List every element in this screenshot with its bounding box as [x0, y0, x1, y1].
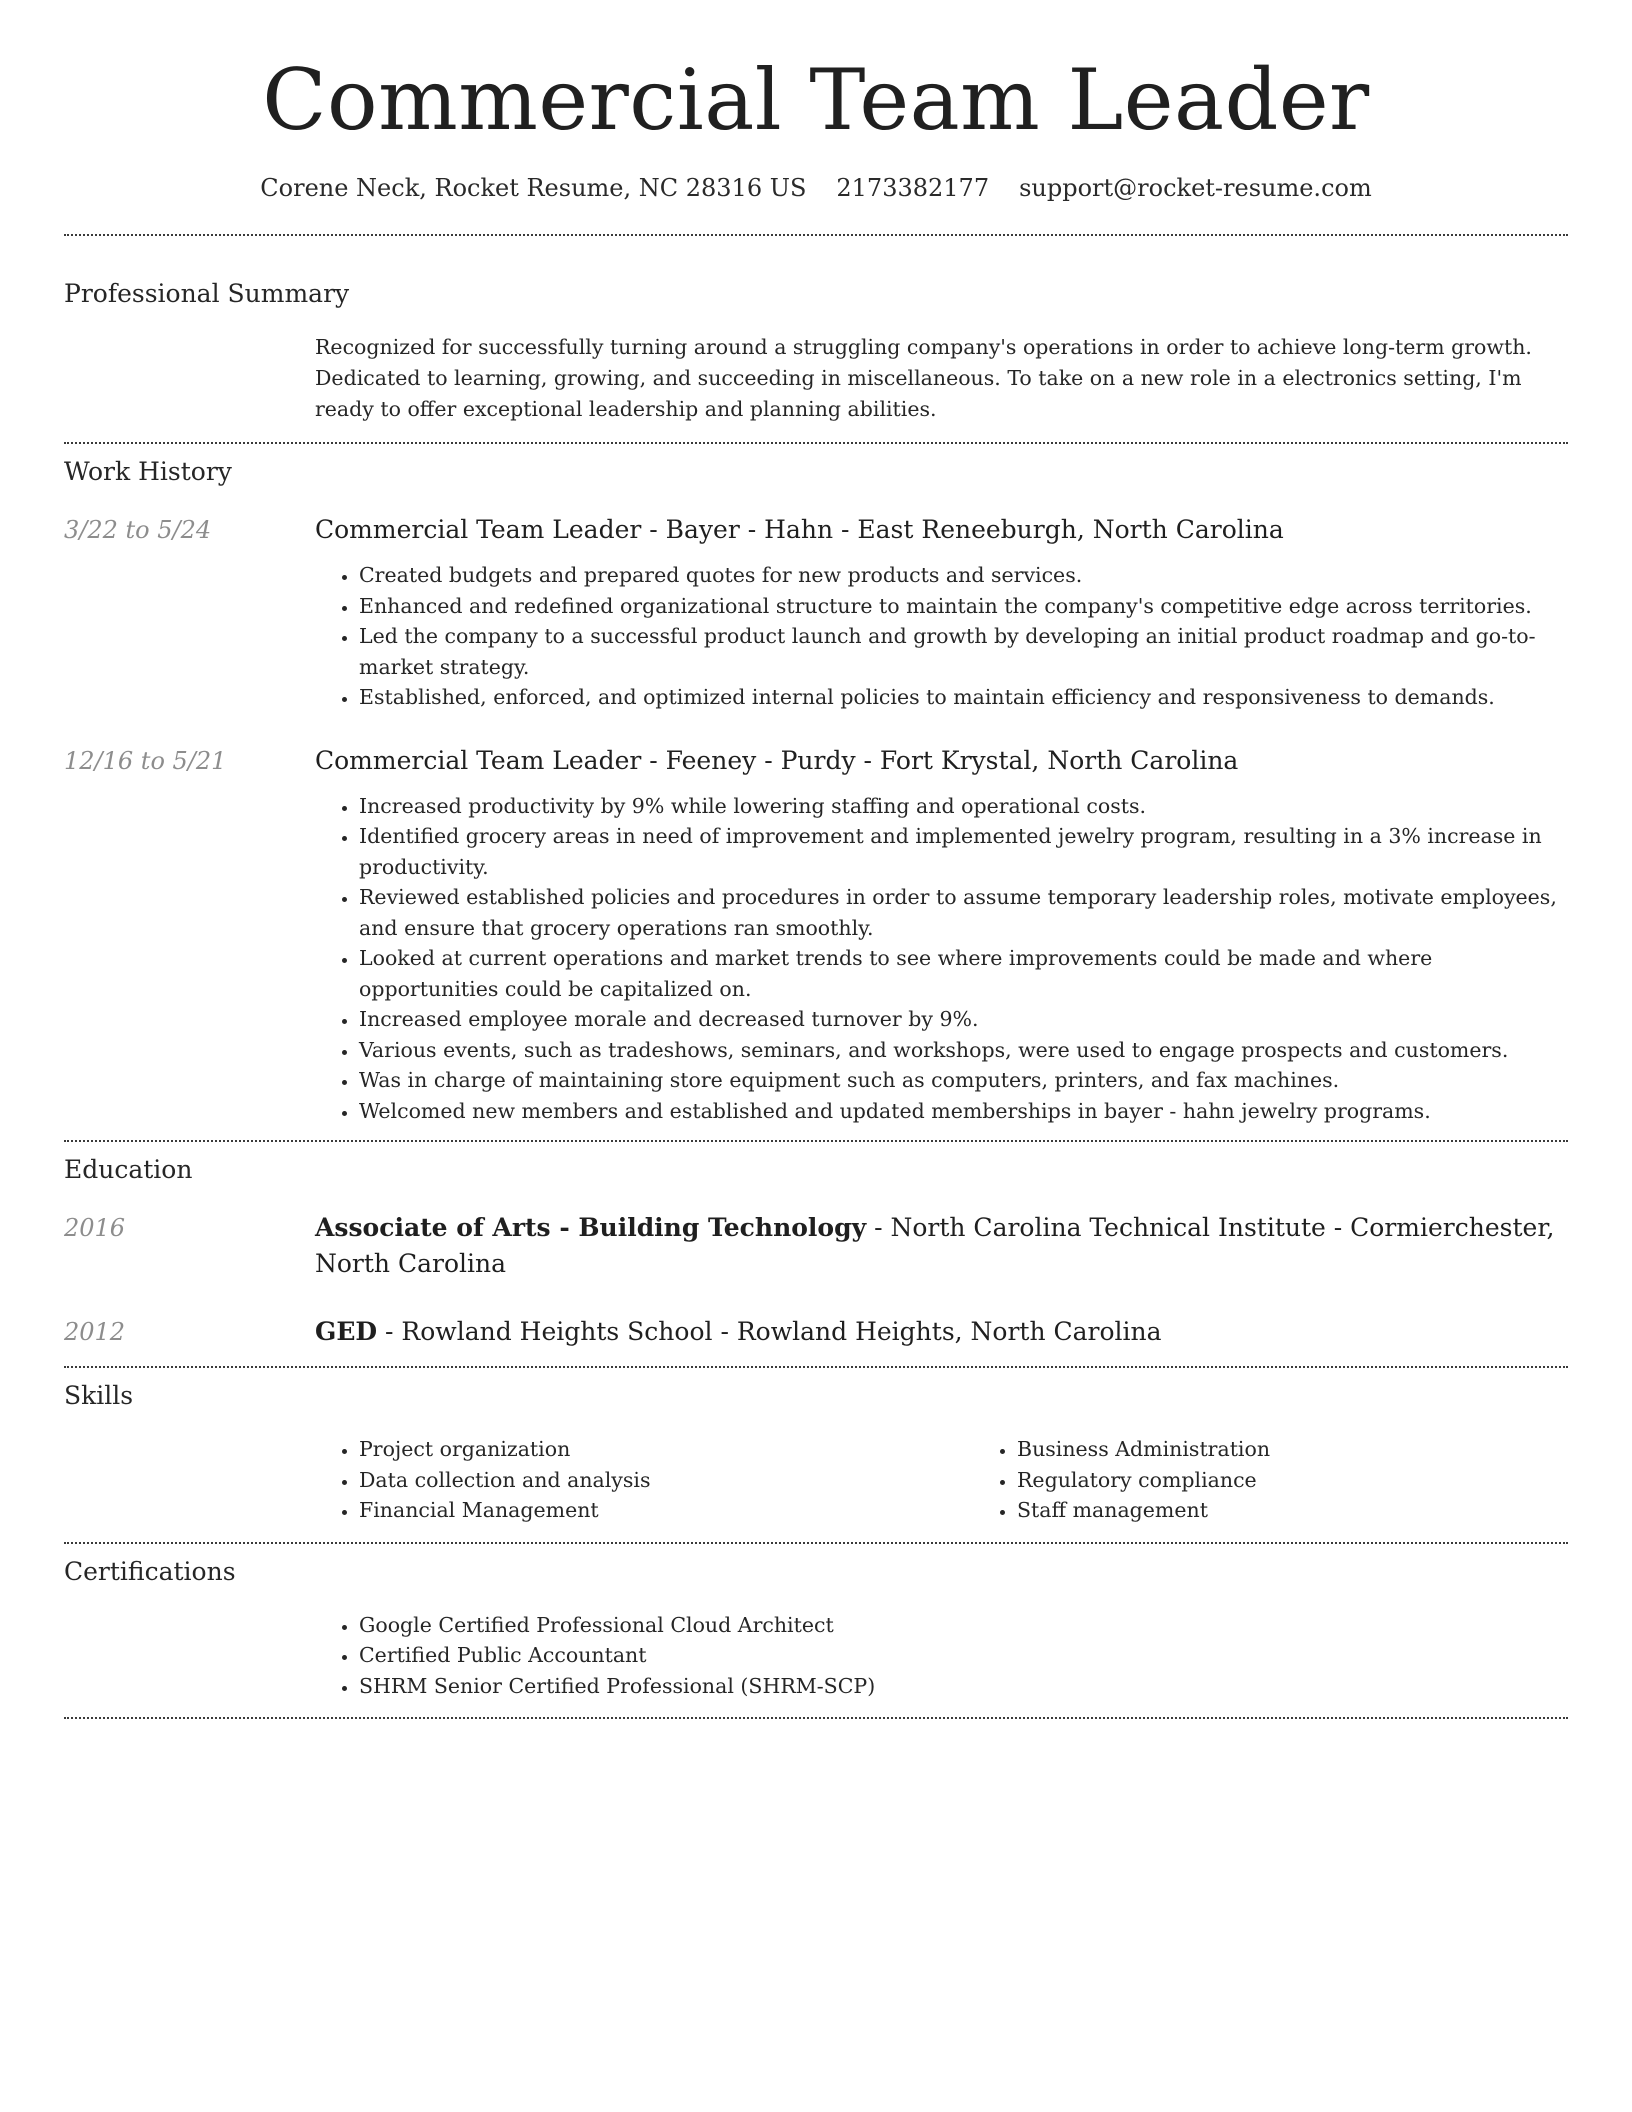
contact-phone: 2173382177 — [836, 174, 990, 202]
certifications-list — [359, 1610, 1568, 1702]
summary-section — [64, 278, 1568, 425]
job-bullet: • Identified grocery areas in need of improvement and implemented jewelry program, resulting in a 3% increase in productivity. — [359, 821, 1568, 882]
skill-item: • Business Administration — [1017, 1434, 1617, 1465]
job-bullet: • Created budgets and prepared quotes for new products and services. — [359, 560, 1568, 591]
summary-heading: Professional Summary — [64, 279, 350, 308]
divider — [64, 1542, 1568, 1544]
job-dates: 3/22 to 5/24 — [64, 516, 212, 544]
skills-section — [64, 1380, 1568, 1526]
certification-item: • Certified Public Accountant — [359, 1640, 1568, 1671]
divider — [64, 442, 1568, 444]
certification-item: • SHRM Senior Certified Professional (SHRM-SCP) — [359, 1671, 1568, 1702]
skill-item: • Data collection and analysis — [359, 1465, 973, 1496]
skills-columns — [315, 1434, 1617, 1526]
divider — [64, 234, 1568, 236]
education-school: - North Carolina Technical Institute - Cormierchester, North Carolina — [315, 1213, 1555, 1278]
job-bullet: • Enhanced and redefined organizational structure to maintain the company's competitive edge across territories. — [359, 591, 1568, 622]
work-history-heading: Work History — [64, 457, 232, 486]
skill-item: • Financial Management — [359, 1495, 973, 1526]
education-year: 2016 — [64, 1214, 126, 1242]
skills-heading: Skills — [64, 1381, 134, 1410]
divider — [64, 1717, 1568, 1719]
job-entry — [64, 743, 1568, 1127]
job-heading: Commercial Team Leader - Bayer - Hahn - East Reneeburgh, North Carolina — [315, 515, 1284, 544]
job-dates: 12/16 to 5/21 — [64, 746, 227, 775]
education-detail — [315, 1210, 1568, 1282]
education-detail — [315, 1314, 1568, 1350]
education-entry — [64, 1210, 1568, 1282]
divider — [64, 1140, 1568, 1142]
job-bullet: • Led the company to a successful product launch and growth by developing an initial product roadmap and go-to-market strategy. — [359, 621, 1568, 682]
education-school: - Rowland Heights School - Rowland Heights, North Carolina — [377, 1317, 1162, 1346]
education-degree: GED — [315, 1317, 378, 1346]
resume-page — [64, 0, 1568, 1719]
contact-email[interactable]: support@rocket-resume.com — [1019, 174, 1372, 202]
work-history-section — [64, 456, 1568, 1126]
skill-item: • Project organization — [359, 1434, 973, 1465]
skill-item: • Staff management — [1017, 1495, 1617, 1526]
divider — [64, 1366, 1568, 1368]
education-year: 2012 — [64, 1318, 126, 1346]
education-entry — [64, 1314, 1568, 1350]
skills-list-right — [1017, 1434, 1617, 1526]
job-bullet: • Was in charge of maintaining store equipment such as computers, printers, and fax machines. — [359, 1065, 1568, 1096]
resume-title: Commercial Team Leader — [262, 51, 1370, 149]
job-bullets — [359, 791, 1568, 1127]
education-section — [64, 1154, 1568, 1350]
job-bullet: • Increased employee morale and decreased turnover by 9%. — [359, 1004, 1568, 1035]
job-bullet: • Welcomed new members and established and updated memberships in bayer - hahn jewelry programs. — [359, 1096, 1568, 1127]
education-degree: Associate of Arts - Building Technology — [315, 1213, 867, 1242]
contact-line — [64, 172, 1568, 204]
certifications-section — [64, 1556, 1568, 1702]
job-entry — [64, 512, 1568, 713]
job-bullet: • Reviewed established policies and procedures in order to assume temporary leadership roles, motivate employees, and ensure that grocery operations ran smoothly. — [359, 882, 1568, 943]
job-bullets — [359, 560, 1568, 713]
certifications-heading: Certifications — [64, 1556, 236, 1586]
skills-list-left — [359, 1434, 973, 1526]
job-bullet: • Established, enforced, and optimized internal policies to maintain efficiency and responsiveness to demands. — [359, 682, 1568, 713]
job-bullet: • Looked at current operations and market trends to see where improvements could be made and where opportunities could be capitalized on. — [359, 943, 1568, 1004]
summary-text: Recognized for successfully turning around a struggling company's operations in order to achieve long-term growth. Dedicated to learning, growing, and succeeding in miscellaneous. To take on a new role in a electronics setting, I'm ready to offer exceptional leadership and planning abilities. — [315, 335, 1532, 421]
job-bullet: • Various events, such as tradeshows, seminars, and workshops, were used to engage prospects and customers. — [359, 1035, 1568, 1066]
job-bullet: • Increased productivity by 9% while lowering staffing and operational costs. — [359, 791, 1568, 822]
skill-item: • Regulatory compliance — [1017, 1465, 1617, 1496]
certification-item: • Google Certified Professional Cloud Architect — [359, 1610, 1568, 1641]
education-heading: Education — [64, 1155, 193, 1184]
contact-address: Corene Neck, Rocket Resume, NC 28316 US — [260, 174, 807, 202]
job-heading: Commercial Team Leader - Feeney - Purdy - Fort Krystal, North Carolina — [315, 745, 1239, 775]
